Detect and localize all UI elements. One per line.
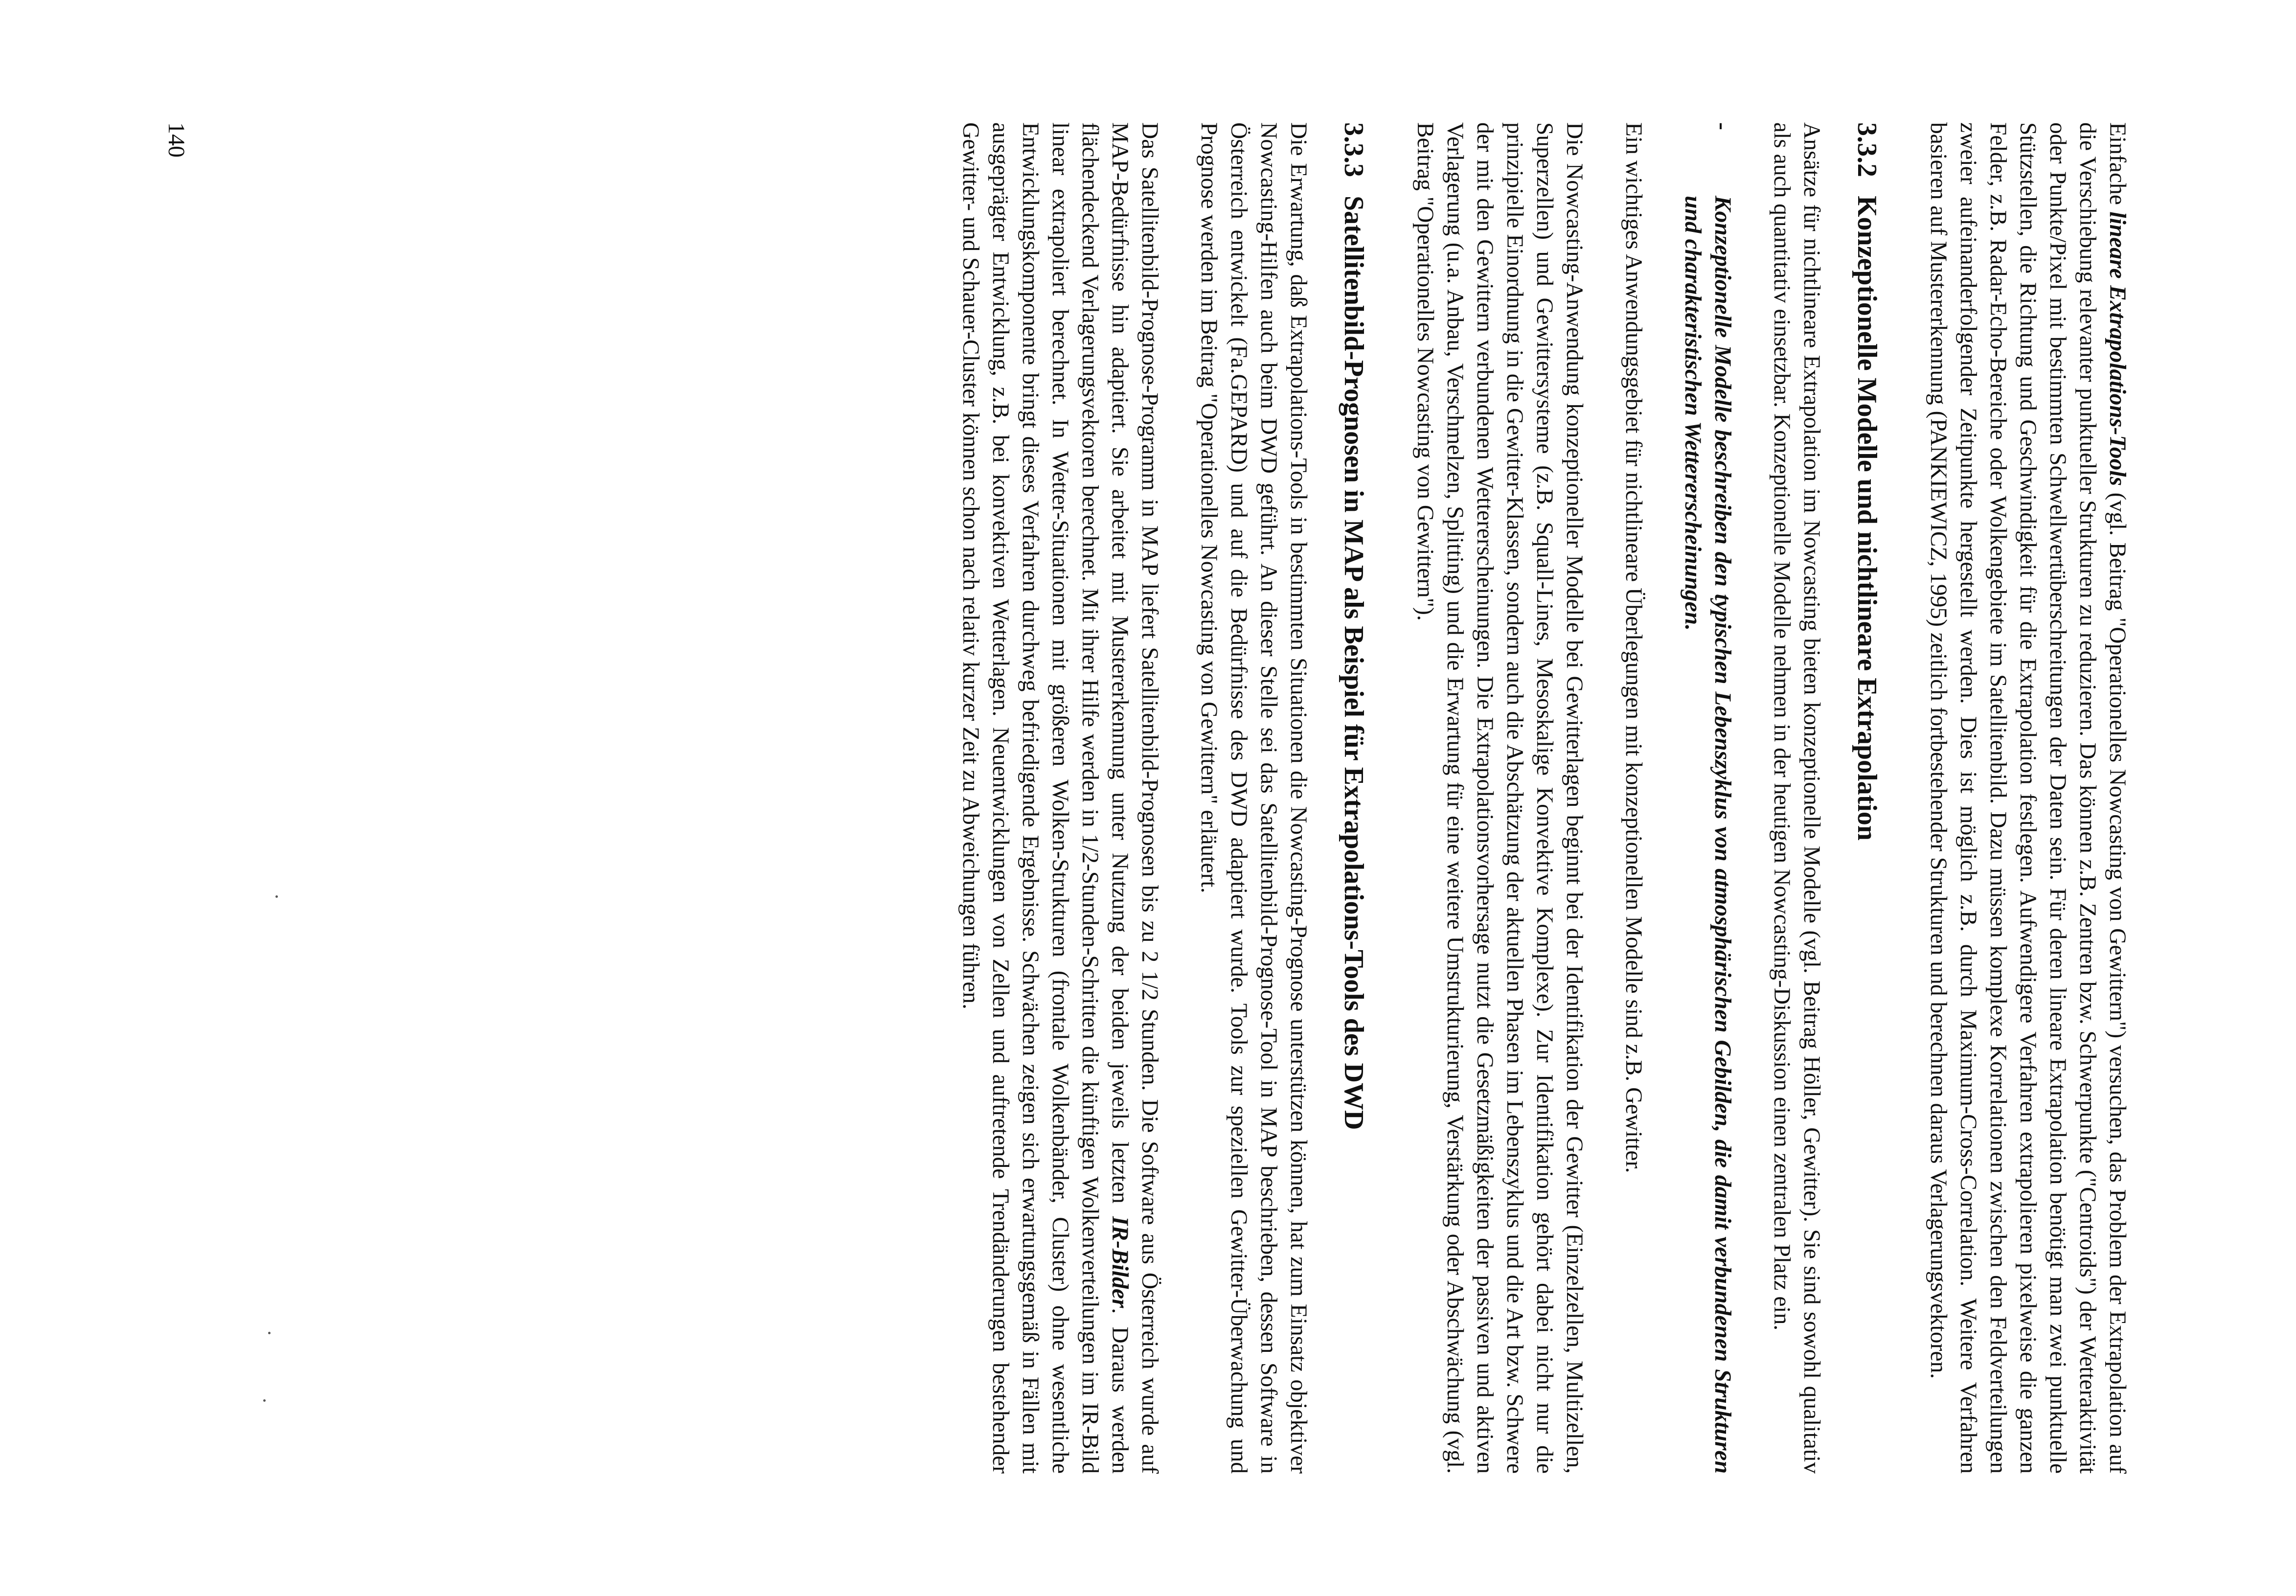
paragraph-text-rest: . Daraus werden flächendeckend Verlagerungsvektoren berechnet. Mit ihrer Hilfe werden in 1/2-Stunden-Schritten die künftigen Wolkenverteilungen im IR-Bild linear extrapoliert berechnet. In Wetter-Situationen mit größeren Wolken-Strukturen (frontale Wolkenbänder, Cluster) ohne wesentliche Entwicklungskomponente bringt dieses Verfahren durchweg befriedigende Ergebnisse. Schwächen zeigen sich erwartungsgemäß in Fällen mit ausgeprägter Entwicklung, z.B. bei konvektiven Wetterlagen. Neuentwicklungen von Zellen und auftretende Trendänderungen bestehender Gewitter- und Schauer-Cluster können schon nach relativ kurzer Zeit zu Abweichungen führen. bbox=[958, 122, 1133, 1474]
paragraph: Ansätze für nichtlineare Extrapolation im Nowcasting bieten konzeptionelle Modelle (vgl. Beitrag Höller, Gewitter). Sie sind sowohl qualitativ als auch quantitativ einsetzbar. Konzeptionelle Modelle nehmen in der heutigen Nowcasting-Diskussion einen zentralen Platz ein. bbox=[1769, 122, 1824, 1474]
intro-text-start: Einfache bbox=[2105, 122, 2130, 212]
scan-speck bbox=[263, 1399, 266, 1402]
section-heading-3-3-2 bbox=[1850, 122, 1884, 1474]
scan-speck bbox=[275, 895, 278, 898]
highlighted-statement bbox=[1678, 122, 1737, 1474]
highlighted-statement-text: Konzeptionelle Modelle beschreiben den typischen Lebenszyklus von atmosphärischen Gebilden, die damit verbundenen Strukturen und charakteristischen Wettererscheinungen. bbox=[1680, 196, 1735, 1474]
section-number: 3.3.3 bbox=[1339, 122, 1369, 177]
paragraph: Ein wichtiges Anwendungsgebiet für nichtlineare Überlegungen mit konzeptionellen Modelle sind z.B. Gewitter. bbox=[1621, 122, 1646, 1173]
page-body bbox=[955, 122, 2132, 1474]
intro-paragraph bbox=[1923, 122, 2132, 1474]
bullet-dash: - bbox=[1710, 122, 1735, 130]
section-title: Satellitenbild-Prognosen in MAP als Beispiel für Extrapolations-Tools des DWD bbox=[1339, 196, 1369, 1130]
paragraph-text-start: Das Satellitenbild-Prognose-Programm in MAP liefert Satellitenbild-Prognosen bis zu 2 1/2 Stunden. Die Software aus Österreich wurde auf MAP-Bedürfnisse hin adaptiert. Sie arbeitet mit Mustererkennung unter Nutzung der beiden jeweils letzten bbox=[1107, 122, 1162, 1474]
paragraph-emphasis: IR-Bilder bbox=[1107, 1216, 1133, 1308]
intro-text-rest: (vgl. Beitrag "Operationelles Nowcasting von Gewittern") versuchen, das Problem der Extrapolation auf die Verschiebung relevanter punktueller Strukturen zu reduzieren. Das können z.B. Zentren bzw. Schwerpunkte ("Centroids") der Wetteraktivität oder Punkte/Pixel mit bestimmten Schwellwertüberschreitungen der Daten sein. Für deren lineare Extrapolation benötigt man zwei punktuelle Stützstellen, die Richtung und Geschwindigkeit für die Extrapolation festlegen. Aufwendigere Verfahren extrapolieren pixelweise die ganzen Felder, z.B. Radar-Echo-Bereiche oder Wolkengebiete im Satellitenbild. Dazu müssen komplexe Korrelationen zwischen den Feldverteilungen zweier aufeinanderfolgender Zeitpunkte hergestellt werden. Dies ist möglich z.B. durch Maximum-Cross-Correlation. Weitere Verfahren basieren auf Mustererkennung (PANKIEWICZ, 1995) zeitlich fortbestehender Strukturen und berechnen daraus Verlagerungsvektoren. bbox=[1926, 122, 2130, 1474]
intro-emphasis: lineare Extrapolations-Tools bbox=[2105, 211, 2130, 486]
section-title: Konzeptionelle Modelle und nichtlineare Extrapolation bbox=[1852, 196, 1882, 841]
section-heading-3-3-3 bbox=[1337, 122, 1371, 1474]
section-number: 3.3.2 bbox=[1852, 122, 1882, 177]
paragraph bbox=[955, 122, 1164, 1474]
paragraph: Die Nowcasting-Anwendung konzeptioneller Modelle bei Gewitterlagen beginnt bei der Identifikation der Gewitter (Einzelzellen, Multizellen, Superzellen) und Gewittersysteme (z.B. Squall-Lines, Mesoskalige Konvektive Komplexe). Zur Identifikation gehört dabei nicht nur die prinzipielle Einordnung in die Gewitter-Klassen, sondern auch die Abschätzung der aktuellen Phasen im Lebenszyklus und die Art bzw. Schwere der mit den Gewittern verbundenen Wettererscheinungen. Die Extrapolationsvorhersage nutzt die Gesetzmäßigkeiten der passiven und aktiven Verlagerung (u.a. Anbau, Verschmelzen, Splitting) und die Erwartung für eine weitere Umstrukturierung, Verstärkung oder Abschwächung (vgl. Beitrag "Operationelles Nowcasting von Gewittern"). bbox=[1412, 122, 1587, 1474]
scan-speck bbox=[268, 1332, 271, 1334]
page-number: 140 bbox=[163, 122, 189, 158]
paragraph: Die Erwartung, daß Extrapolations-Tools in bestimmten Situationen die Nowcasting-Prognose unterstützen können, hat zum Einsatz objektiver Nowcasting-Hilfen auch beim DWD geführt. An dieser Stelle sei das Satellitenbild-Prognose-Tool in MAP beschrieben, dessen Software in Österreich entwickelt (Fa.GEPARD) und auf die Bedürfnisse des DWD adaptiert wurde. Tools zur speziellen Gewitter-Überwachung und Prognose werden im Beitrag "Operationelles Nowcasting von Gewittern" erläutert. bbox=[1196, 122, 1311, 1474]
